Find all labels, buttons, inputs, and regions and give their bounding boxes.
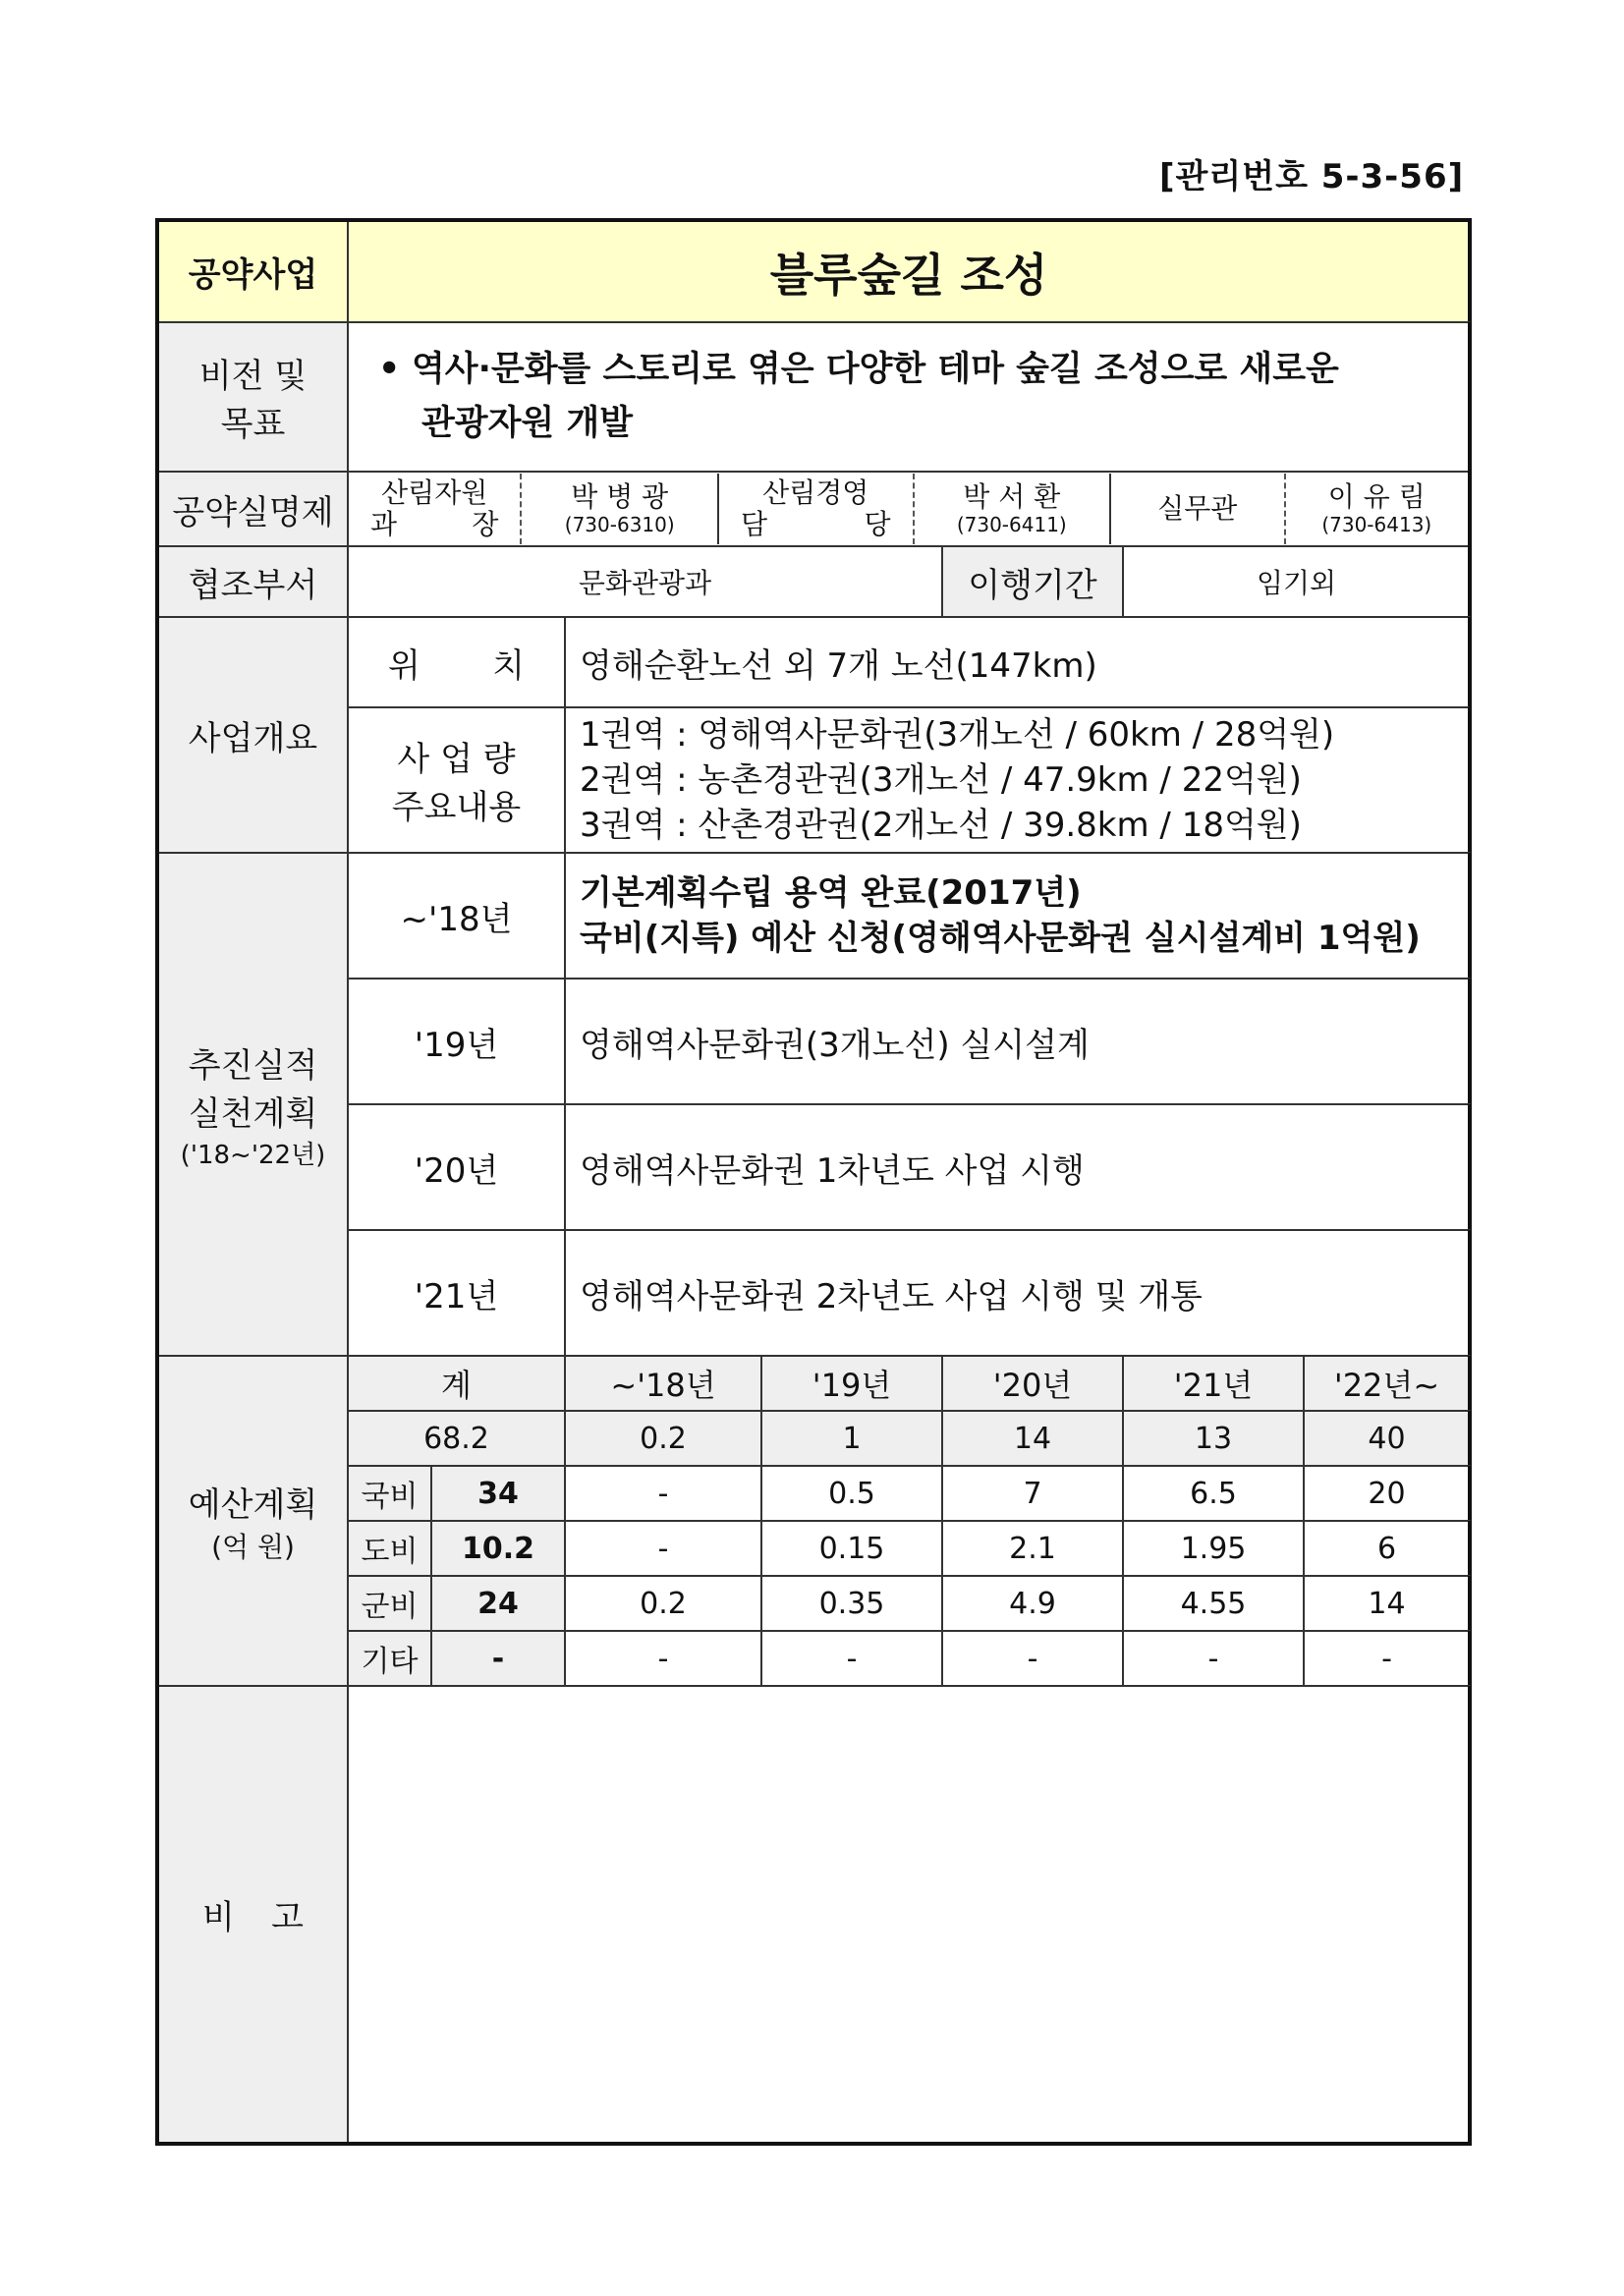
budget-total: 14 [942,1411,1123,1466]
progress-label: 추진실적 실천계획 ('18~'22년) [157,853,348,1356]
budget-cell: - [565,1521,761,1576]
vision-text: • 역사·문화를 스토리로 엮은 다양한 테마 숲길 조성으로 새로운 관광자원 개발 [348,322,1470,472]
management-number: [관리번호 5-3-56] [1159,157,1465,196]
pledge-title: 블루숲길 조성 [348,220,1470,322]
budget-cell: - [565,1466,761,1521]
budget-source-total: 34 [431,1466,565,1521]
budget-cell: - [761,1631,942,1686]
remarks-label: 비 고 [157,1686,348,2144]
scope-label: 사 업 량 주요내용 [348,707,565,853]
budget-cell: - [1123,1631,1304,1686]
budget-header: 계 [348,1356,565,1411]
budget-total: 13 [1123,1411,1304,1466]
person-2-title: 산림경영 담 당 [718,474,914,544]
period-label: 이행기간 [942,546,1123,617]
budget-cell: - [565,1631,761,1686]
budget-source: 국비 [348,1466,431,1521]
location-label: 위 치 [348,617,565,707]
scope-item: 2권역 : 농촌경관권(3개노선 / 47.9km / 22억원) [580,760,1302,800]
accountability-label: 공약실명제 [157,472,348,546]
person-1-name: 박 병 광 (730-6310) [521,474,718,544]
budget-header: ~'18년 [565,1356,761,1411]
budget-row [157,1521,1470,1576]
budget-row [157,1466,1470,1521]
budget-cell: 6 [1304,1521,1470,1576]
pledge-label: 공약사업 [157,220,348,322]
budget-source-total: 24 [431,1576,565,1631]
budget-source-total: - [431,1631,565,1686]
person-2-name: 박 서 환 (730-6411) [914,474,1111,544]
budget-source: 도비 [348,1521,431,1576]
budget-cell: 14 [1304,1576,1470,1631]
budget-header: '20년 [942,1356,1123,1411]
remarks-content [348,1686,1470,2144]
location-value: 영해순환노선 외 7개 노선(147km) [565,617,1470,707]
progress-detail: 영해역사문화권 1차년도 사업 시행 [565,1104,1470,1230]
progress-year: '20년 [348,1104,565,1230]
budget-cell: - [1304,1631,1470,1686]
person-3-title: 실무관 [1110,474,1284,544]
progress-detail: 영해역사문화권 2차년도 사업 시행 및 개통 [565,1230,1470,1356]
person-1-title: 산림자원 과 장 [349,474,521,544]
budget-label: 예산계획 (억 원) [157,1356,348,1686]
person-3-name: 이 유 림 (730-6413) [1321,480,1432,536]
budget-cell: 0.2 [565,1576,761,1631]
budget-source: 군비 [348,1576,431,1631]
budget-total: 68.2 [348,1411,565,1466]
budget-cell: 4.55 [1123,1576,1304,1631]
budget-source: 기타 [348,1631,431,1686]
budget-cell: - [942,1631,1123,1686]
budget-cell: 0.15 [761,1521,942,1576]
budget-row [157,1576,1470,1631]
budget-cell: 0.5 [761,1466,942,1521]
vision-label: 비전 및 목표 [157,322,348,472]
cooperation-dept: 문화관광과 [348,546,942,617]
budget-cell: 1.95 [1123,1521,1304,1576]
budget-cell: 0.35 [761,1576,942,1631]
scope-item: 1권역 : 영해역사문화권(3개노선 / 60km / 28억원) [580,715,1335,755]
scope-list [565,707,1470,853]
budget-cell: 2.1 [942,1521,1123,1576]
pledge-form-table [155,218,1472,2146]
progress-detail: 영해역사문화권(3개노선) 실시설계 [565,979,1470,1104]
budget-total: 0.2 [565,1411,761,1466]
budget-header: '22년~ [1304,1356,1470,1411]
budget-cell: 7 [942,1466,1123,1521]
overview-label: 사업개요 [157,617,348,853]
budget-cell: 20 [1304,1466,1470,1521]
budget-header: '19년 [761,1356,942,1411]
budget-cell: 6.5 [1123,1466,1304,1521]
progress-year: ~'18년 [348,853,565,979]
cooperation-label: 협조부서 [157,546,348,617]
scope-item: 3권역 : 산촌경관권(2개노선 / 39.8km / 18억원) [580,806,1302,845]
budget-source-total: 10.2 [431,1521,565,1576]
budget-total: 1 [761,1411,942,1466]
accountability-persons [349,474,1468,544]
progress-year: '21년 [348,1230,565,1356]
progress-detail: 기본계획수립 용역 완료(2017년) 국비(지특) 예산 신청(영해역사문화권 실시설계비 1억원) [565,853,1470,979]
budget-cell: 4.9 [942,1576,1123,1631]
budget-total: 40 [1304,1411,1470,1466]
period-value: 임기외 [1123,546,1470,617]
budget-row [157,1631,1470,1686]
budget-header: '21년 [1123,1356,1304,1411]
progress-year: '19년 [348,979,565,1104]
